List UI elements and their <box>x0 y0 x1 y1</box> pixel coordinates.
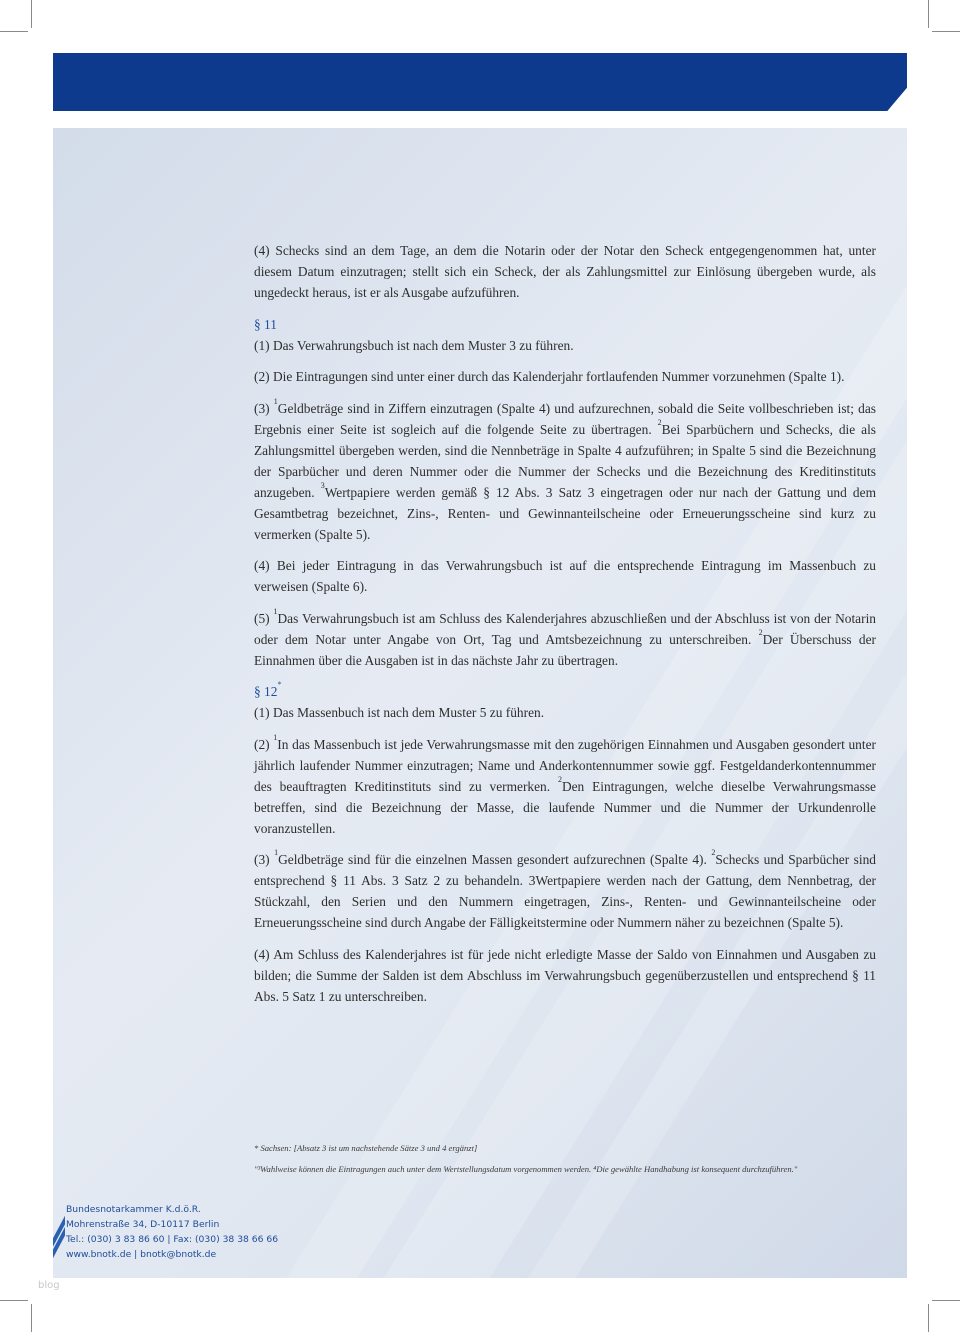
paragraph <box>254 702 876 723</box>
document-body <box>254 240 876 1017</box>
paragraph <box>254 608 876 671</box>
sentence-number: 2 <box>557 774 562 784</box>
crop-mark-br-v <box>928 1304 929 1332</box>
paragraph-text: § 11 <box>254 316 277 332</box>
paragraph-text: Geldbeträge sind in Ziffern einzutragen (Spalte 4) und aufzurechnen, sobald die Seite vollbeschrieben ist; das Ergebnis einer Seite ist sogleich auf die folgende Seite zu übertragen. <box>254 400 876 437</box>
phone-fax: Tel.: (030) 3 83 86 60 | Fax: (030) 38 38 66 66 <box>66 1234 279 1245</box>
address-block <box>66 1202 278 1262</box>
street-address: Mohrenstraße 34, D-10117 Berlin <box>66 1219 220 1230</box>
paragraph <box>254 849 876 933</box>
sentence-number: 1 <box>273 732 278 742</box>
crop-mark-bl-v <box>31 1304 32 1332</box>
sentence-number: 2 <box>711 848 716 857</box>
section-heading <box>254 314 876 335</box>
organization-name: Bundesnotarkammer K.d.ö.R. <box>66 1204 201 1215</box>
paragraph-text: Bei Sparbüchern und Schecks, die als Zahlungsmittel übergeben werden, sind die Nennbeträge in Spalte 4 aufzuführen; in Spalte 5 sind die Bezeichnung der Sparbücher und deren Nummer oder die Nummer der Schecks und die Bezeichnung des Kreditinstituts anzugeben. <box>254 421 876 500</box>
paragraph-text: Den Eintragungen, welche dieselbe Verwahrungsmasse betreffen, sind die Bezeichnung der Masse, die laufende Nummer und die Nummer der Urkundenrolle voranzustellen. <box>254 778 876 836</box>
sentence-number: 1 <box>274 848 279 857</box>
paragraph-text: In das Massenbuch ist jede Verwahrungsmasse mit den zugehörigen Einnahmen und Ausgaben gesondert unter jährlich laufender Nummer einzutragen; Name und Anderkontennummer sowie ggf. Festgeldanderkontennummer des beauftragten Kreditinstituts sind zu vermerken. <box>254 736 876 794</box>
paragraph-text: (3) <box>254 400 274 416</box>
paragraph-text: (4) Schecks sind an dem Tage, an dem die Notarin oder der Notar den Scheck entgegengenommen hat, unter diesem Datum einzutragen; stellt sich ein Scheck, der als Zahlungsmittel zur Einlösung übergeben wurde, als ungedeckt heraus, ist er als Ausgabe aufzuführen. <box>254 243 876 300</box>
paragraph-text: (3) <box>254 852 275 867</box>
paragraph-text: Wertpapiere werden gemäß § 12 Abs. 3 Satz 3 eingetragen oder nur nach der Gattung und dem Gesamtbetrag bezeichnet, Zins-, Renten- und Gewinnanteilscheine oder Erneuerungsscheine sind kurz zu vermerken (Spalte 5). <box>254 484 876 542</box>
paragraph <box>254 555 876 597</box>
paragraph <box>254 240 876 303</box>
crop-mark-bl-h <box>0 1300 28 1301</box>
sentence-number: * <box>277 680 282 689</box>
paragraph-text: (2) <box>254 736 274 752</box>
header-bar <box>53 53 907 111</box>
paragraph-text: (1) Das Verwahrungsbuch ist nach dem Muster 3 zu führen. <box>254 337 574 353</box>
paragraph-text: Das Verwahrungsbuch ist am Schluss des Kalenderjahres abzuschließen und der Abschluss ist von der Notarin oder dem Notar unter Angabe von Ort, Tag und Amtsbezeichnung zu unterschreiben. <box>254 610 876 647</box>
paragraph <box>254 335 876 356</box>
paragraph <box>254 398 876 545</box>
paragraph <box>254 734 876 839</box>
paragraph-text: (1) Das Massenbuch ist nach dem Muster 5 zu führen. <box>254 705 545 720</box>
sentence-number: 2 <box>758 627 763 637</box>
paragraph-text: (5) <box>254 610 274 626</box>
sentence-number: 1 <box>273 606 278 616</box>
crop-mark-tl-v <box>31 0 32 28</box>
sentence-number: 2 <box>657 417 662 427</box>
section-heading <box>254 681 876 702</box>
address-stripes <box>53 1202 65 1266</box>
crop-mark-tr-h <box>932 31 960 32</box>
paragraph-text: (4) Bei jeder Eintragung in das Verwahrungsbuch ist auf die entsprechende Eintragung im Massenbuch zu verweisen (Spalte 6). <box>254 558 876 594</box>
crop-mark-tl-h <box>0 31 28 32</box>
sentence-number: 3 <box>320 480 325 490</box>
web-email[interactable]: www.bnotk.de | bnotk@bnotk.de <box>66 1249 217 1260</box>
paragraph-text: (2) Die Eintragungen sind unter einer durch das Kalenderjahr fortlaufenden Nummer vorzunehmen (Spalte 1). <box>254 369 845 384</box>
footnote-sachsen-text: "³Wahlweise können die Eintragungen auch unter dem Wertstellungsdatum vorgenommen werden. ⁴Die gewählte Handhabung ist konsequent durchzuführen." <box>254 1164 798 1174</box>
footnote-sachsen: * Sachsen: [Absatz 3 ist um nachstehende Sätze 3 und 4 ergänzt] <box>254 1143 478 1153</box>
paragraph <box>254 944 876 1007</box>
paragraph-text: (4) Am Schluss des Kalenderjahres ist für jede nicht erledigte Masse der Saldo von Einnahmen und Ausgaben zu bilden; die Summe der Salden ist dem Abschluss im Verwahrungsbuch gegenüberzustellen und entsprechend § 11 Abs. 5 Satz 1 zu unterschreiben. <box>254 946 876 1004</box>
crop-mark-tr-v <box>928 0 929 28</box>
sentence-number: 1 <box>273 396 278 406</box>
paragraph-text: § 12 <box>254 684 278 699</box>
paragraph-text: Schecks und Sparbücher sind entsprechend § 11 Abs. 3 Satz 2 zu behandeln. 3Wertpapiere werden nach der Gattung, dem Nennbetrag, der Stückzahl, den Serien und den Nummern eingetragen, Zins-, Renten- und Gewinnanteilscheine oder Erneuerungsscheine sind durch Angabe der Fälligkeitstermine oder Nummern näher zu bezeichnen (Spalte 5). <box>254 852 877 930</box>
watermark-text: blog <box>38 1280 60 1291</box>
paragraph <box>254 366 876 387</box>
paragraph-text: Der Überschuss der Einnahmen über die Ausgaben ist in das nächste Jahr zu übertragen. <box>254 631 876 668</box>
crop-mark-br-h <box>932 1300 960 1301</box>
paragraph-text: Geldbeträge sind für die einzelnen Massen gesondert aufzurechnen (Spalte 4). <box>278 852 712 867</box>
